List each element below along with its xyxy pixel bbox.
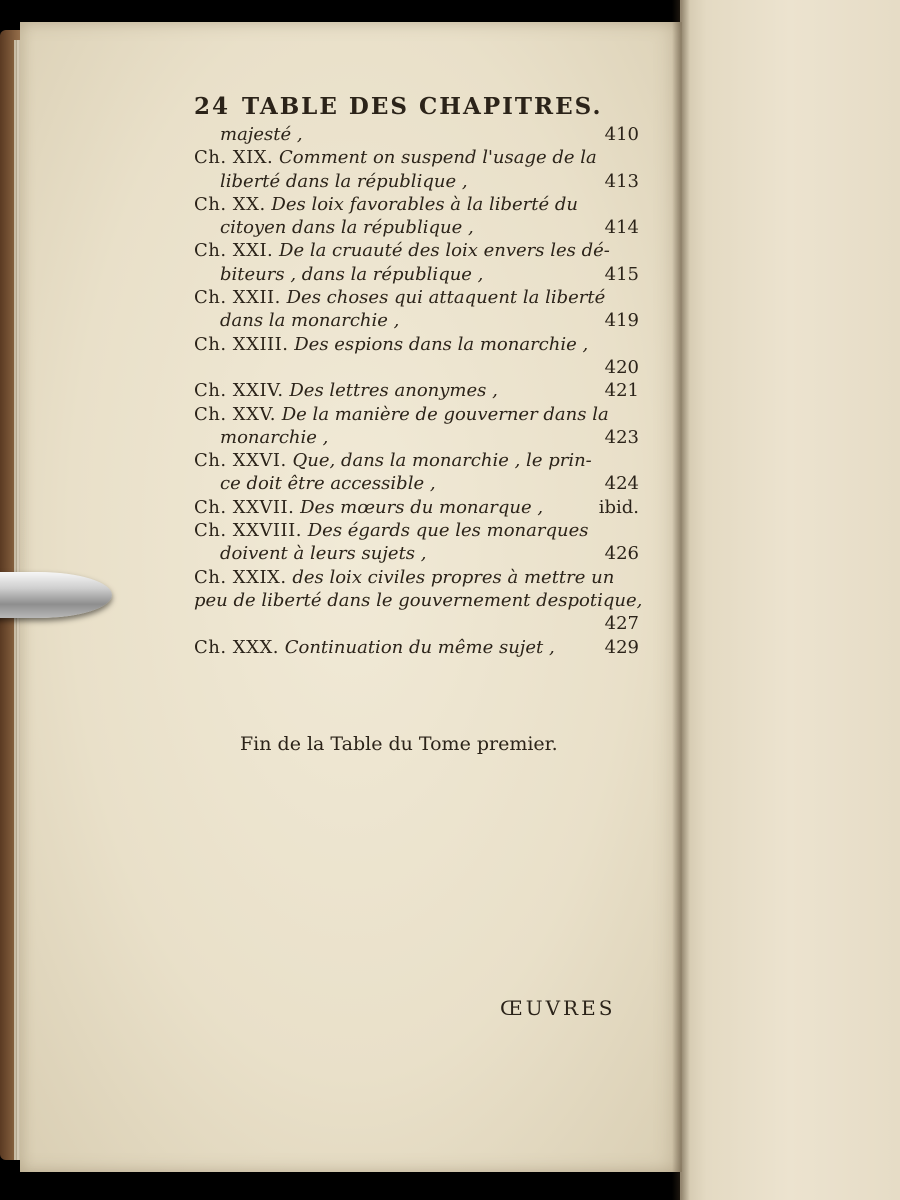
- chapter-title-cont: citoyen dans la république ,: [220, 217, 474, 239]
- chapter-title-cont: biteurs , dans la république ,: [220, 263, 484, 285]
- chapter-title: Continuation du même sujet ,: [284, 636, 555, 658]
- catchword: ŒUVRES: [500, 996, 616, 1020]
- toc-entry-19-cont: [194, 170, 639, 193]
- chapter-page: 423: [604, 426, 639, 448]
- toc-entry-26: [194, 449, 639, 472]
- chapter-page: ibid.: [598, 496, 639, 518]
- chapter-label: Ch. XXI.: [194, 240, 274, 262]
- chapter-title: De la cruauté des loix envers les dé-: [279, 240, 610, 262]
- chapter-label: Ch. XIX.: [194, 147, 274, 169]
- chapter-label: Ch. XXV.: [194, 403, 277, 425]
- toc-entry-28-cont: [194, 542, 639, 565]
- chapter-title-cont: dans la monarchie ,: [220, 310, 400, 332]
- chapter-title: Des espions dans la monarchie ,: [294, 333, 589, 355]
- toc-entry-20-cont: [194, 216, 639, 239]
- toc-entry-25: [194, 403, 639, 426]
- chapter-title-cont: peu de liberté dans le gouvernement despotique,: [194, 589, 643, 611]
- toc-entry-19: [194, 146, 639, 169]
- chapter-page: 415: [604, 263, 639, 285]
- toc-entry-23-cont: [194, 356, 639, 379]
- toc-entry-27: [194, 496, 639, 519]
- toc-entry-28: [194, 519, 639, 542]
- continuation-page: 410: [604, 124, 639, 145]
- chapter-label: Ch. XXIX.: [194, 566, 287, 588]
- chapter-title-cont: liberté dans la république ,: [220, 170, 468, 192]
- toc-entry-29-page: [194, 612, 639, 635]
- book-gutter: [672, 0, 690, 1200]
- chapter-page: 426: [604, 543, 639, 565]
- chapter-title: des loix civiles propres à mettre un: [292, 566, 615, 588]
- chapter-page: 420: [604, 356, 639, 378]
- continuation-line: [194, 123, 639, 146]
- chapter-label: Ch. XXIV.: [194, 380, 284, 402]
- chapter-page: 421: [604, 380, 639, 402]
- page-number: 24: [194, 93, 231, 120]
- chapter-title: Que, dans la monarchie , le prin-: [292, 450, 592, 472]
- chapter-title-cont: doivent à leurs sujets ,: [220, 543, 427, 565]
- continuation-text: majesté ,: [220, 124, 303, 145]
- chapter-title: Des mœurs du monarque ,: [300, 496, 544, 518]
- chapter-page: 419: [604, 310, 639, 332]
- chapter-label: Ch. XXII.: [194, 287, 281, 309]
- chapter-label: Ch. XXVII.: [194, 496, 295, 518]
- toc-entry-21: [194, 239, 639, 262]
- toc-entry-23: [194, 333, 639, 356]
- toc-entry-22: [194, 286, 639, 309]
- toc-entry-29-cont: [194, 589, 643, 612]
- toc-entry-20: [194, 193, 639, 216]
- chapter-page: 424: [604, 473, 639, 495]
- end-note: Fin de la Table du Tome premier.: [240, 733, 558, 755]
- chapter-title-cont: ce doit être accessible ,: [220, 473, 436, 495]
- facing-page: [680, 0, 900, 1200]
- chapter-title: Des choses qui attaquent la liberté: [286, 287, 606, 309]
- toc-entry-29: [194, 566, 639, 589]
- toc-entry-25-cont: [194, 426, 639, 449]
- chapter-title-cont: monarchie ,: [220, 426, 329, 448]
- chapter-page: 413: [604, 170, 639, 192]
- toc-entry-21-cont: [194, 263, 639, 286]
- page-header-title: TABLE DES CHAPITRES.: [242, 93, 603, 120]
- table-of-contents: [194, 93, 643, 659]
- chapter-page: 427: [604, 613, 639, 635]
- chapter-label: Ch. XXIII.: [194, 333, 289, 355]
- chapter-title: Des lettres anonymes ,: [289, 380, 498, 402]
- toc-entry-30: [194, 636, 639, 659]
- toc-entry-22-cont: [194, 309, 639, 332]
- toc-entry-26-cont: [194, 472, 639, 495]
- toc-entry-24: [194, 379, 639, 402]
- chapter-page: 429: [604, 636, 639, 658]
- chapter-title: Des égards que les monarques: [307, 520, 589, 542]
- chapter-label: Ch. XXX.: [194, 636, 279, 658]
- chapter-label: Ch. XXVI.: [194, 450, 287, 472]
- chapter-title: De la manière de gouverner dans la: [281, 403, 609, 425]
- chapter-label: Ch. XX.: [194, 193, 266, 215]
- chapter-page: 414: [604, 217, 639, 239]
- page-header: [194, 95, 639, 123]
- chapter-label: Ch. XXVIII.: [194, 520, 302, 542]
- chapter-title: Comment on suspend l'usage de la: [279, 147, 597, 169]
- chapter-title: Des loix favorables à la liberté du: [271, 193, 578, 215]
